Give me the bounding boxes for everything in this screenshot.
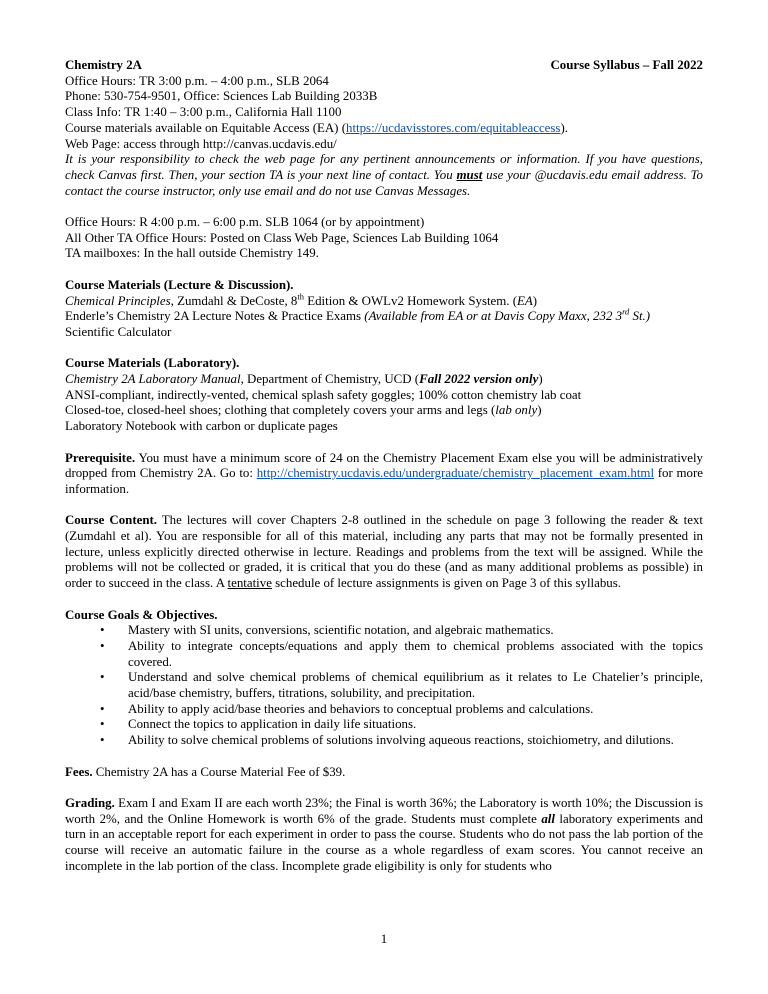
text-segment: Ability to solve chemical problems of solutions involving aqueous reactions, stoichiometry, and dilutions. (128, 733, 674, 748)
text-segment: Course materials available on Equitable Access (EA) ( (65, 120, 346, 135)
paragraph (65, 137, 703, 153)
bullet-text (128, 670, 703, 701)
bullet-text (128, 702, 703, 718)
text-segment: lab only (495, 403, 538, 418)
paragraph (65, 388, 703, 404)
text-segment: Mastery with SI units, conversions, scientific notation, and algebraic mathematics. (128, 623, 554, 638)
text-segment: Web Page: access through http://canvas.ucdavis.edu/ (65, 136, 337, 151)
paragraph (65, 105, 703, 121)
text-segment: Chemical Principles (65, 293, 171, 308)
bullet-text (128, 639, 703, 670)
text-segment: It is your responsibility to check the web page for any pertinent announcements or information. If you have questions, check Canvas first. Then, your section TA is your next line of contact. You (65, 152, 703, 182)
syllabus-title: Course Syllabus – Fall 2022 (550, 58, 703, 72)
bullet-icon: • (100, 717, 105, 732)
text-segment: The lectures will cover Chapters 2-8 outlined in the schedule on page 3 following the reader & text (Zumdahl et al). You are responsible for all of this material, including any parts that may not be formally presented in lecture, unless explicitly directed otherwise in lecture. Readings and problems from the text will be assigned. While the problems will not be collected or graded, it is critical that you do these (and as many additional problems as possible) in order to succeed in the class. A (65, 513, 703, 591)
hyperlink[interactable]: https://ucdavisstores.com/equitableaccess (346, 120, 561, 135)
paragraph (65, 291, 703, 310)
bullet-list-item (100, 639, 703, 670)
fees-paragraph (65, 765, 703, 781)
blank-line (65, 262, 703, 278)
text-segment: You must have a minimum score of 24 on the Chemistry Placement Exam else you will be administratively dropped from Chemistry 2A. Go to: (65, 450, 703, 481)
blank-line (65, 592, 703, 608)
text-segment: ) (537, 403, 542, 418)
blank-line (65, 341, 703, 357)
paragraph (65, 231, 703, 247)
text-segment: ) (538, 372, 543, 387)
text-segment: Chemistry 2A Laboratory Manual (65, 372, 241, 387)
text-segment: All Other TA Office Hours: Posted on Class Web Page, Sciences Lab Building 1064 (65, 230, 499, 245)
text-segment: Connect the topics to application in daily life situations. (128, 717, 417, 732)
paragraph (65, 372, 703, 388)
text-segment: Exam I and Exam II are each worth 23%; the Final is worth 36%; the Laboratory is worth 10%; the Discussion is worth 2%, and the Online Homework is worth 6% of the grade. Students must complete (65, 795, 703, 826)
text-segment: (Available from EA or at Davis Copy Maxx, 232 3 (364, 309, 623, 324)
paragraph (65, 121, 703, 137)
text-segment: Fees. (65, 764, 93, 779)
text-segment: EA (517, 293, 533, 308)
text-segment: Prerequisite. (65, 450, 136, 465)
paragraph (65, 419, 703, 435)
text-segment: TA mailboxes: In the hall outside Chemistry 149. (65, 246, 319, 261)
blank-line (65, 749, 703, 765)
bullet-icon: • (100, 701, 105, 716)
footer-page-number: 1 (380, 932, 388, 947)
bullet-text (128, 623, 703, 639)
bullet-list-item (100, 702, 703, 718)
blank-line (65, 780, 703, 796)
text-segment: Class Info: TR 1:40 – 3:00 p.m., California Hall 1100 (65, 105, 342, 120)
text-segment: use your @ucdavis.edu email address. To contact the course instructor, only use email and do not use Canvas Messages. (65, 167, 704, 198)
hyperlink[interactable]: http://chemistry.ucdavis.edu/undergraduate/chemistry_placement_exam.html (256, 466, 655, 481)
text-segment: tentative (227, 576, 272, 591)
paragraph (65, 152, 703, 199)
text-segment: must (456, 167, 483, 182)
document-body (65, 74, 703, 875)
text-segment: Fall 2022 version only (419, 372, 539, 387)
text-segment: schedule of lecture assignments is given on Page 3 of this syllabus. (271, 576, 621, 591)
bullet-icon: • (100, 638, 105, 653)
paragraph (65, 325, 703, 341)
text-segment: Enderle’s Chemistry 2A Lecture Notes & Practice Exams (65, 309, 365, 324)
text-segment: th (297, 291, 304, 302)
paragraph (65, 215, 703, 231)
text-segment: Edition & OWLv2 Homework System. ( (304, 293, 518, 308)
text-segment: Closed-toe, closed-heel shoes; clothing that completely covers your arms and legs ( (65, 403, 496, 418)
paragraph (65, 403, 703, 419)
text-segment: ) (532, 293, 538, 308)
blank-line (65, 498, 703, 514)
bullet-list-item (100, 733, 703, 749)
text-segment: Laboratory Notebook with carbon or duplicate pages (65, 419, 338, 434)
text-segment: rd (622, 306, 630, 317)
text-segment: Course Materials (Laboratory). (65, 356, 240, 371)
grading-paragraph (65, 796, 703, 875)
page-header (65, 58, 703, 74)
text-segment: ). (560, 120, 568, 135)
text-segment: Ability to integrate concepts/equations and apply them to chemical problems associated with the topics covered. (128, 638, 703, 669)
paragraph (65, 74, 703, 90)
blank-line (65, 435, 703, 451)
text-segment: Office Hours: R 4:00 p.m. – 6:00 p.m. SLB 1064 (or by appointment) (65, 215, 425, 230)
text-segment: Course Goals & Objectives. (65, 607, 218, 622)
text-segment: Chemistry 2A has a Course Material Fee of $39. (92, 764, 346, 779)
text-segment: ANSI-compliant, indirectly-vented, chemical splash safety goggles; 100% cotton chemistry lab coat (65, 387, 582, 402)
text-segment: Office Hours: TR 3:00 p.m. – 4:00 p.m., SLB 2064 (65, 73, 329, 88)
bullet-text (128, 733, 703, 749)
course-content-paragraph (65, 513, 703, 592)
text-segment: , Zumdahl & DeCoste, 8 (170, 293, 298, 308)
text-segment: Course Materials (Lecture & Discussion). (65, 277, 294, 292)
text-segment: Ability to apply acid/base theories and behaviors to conceptual problems and calculations. (128, 701, 594, 716)
bullet-list-item (100, 623, 703, 639)
text-segment: Course Content. (65, 513, 158, 528)
text-segment: for more information. (65, 466, 703, 496)
paragraph (65, 89, 703, 105)
bullet-icon: • (100, 733, 105, 748)
bullet-icon: • (100, 623, 105, 638)
bullet-text (128, 717, 703, 733)
text-segment: Understand and solve chemical problems of chemical equilibrium as it relates to Le Chatelier’s principle, acid/base chemistry, buffers, titrations, solubility, and precipitation. (128, 670, 703, 701)
text-segment: laboratory experiments and turn in an acceptable report for each experiment in order to pass the course. Students who do not pass the lab portion of the course will receive an automatic failure in the course as a whole regardless of exam scores. You cannot receive an incomplete in the lab portion of the class. Incomplete grade eligibility is only for students who (65, 811, 703, 873)
text-segment: St.) (629, 309, 651, 324)
bullet-list-item (100, 670, 703, 701)
section-heading (65, 278, 703, 294)
blank-line (65, 199, 703, 215)
bullet-icon: • (100, 670, 105, 685)
section-heading (65, 608, 703, 624)
text-segment: Phone: 530-754-9501, Office: Sciences Lab Building 2033B (65, 89, 378, 104)
paragraph (65, 246, 703, 262)
paragraph (65, 306, 703, 325)
course-title: Chemistry 2A (65, 58, 142, 72)
text-segment: Scientific Calculator (65, 324, 172, 339)
section-heading (65, 356, 703, 372)
text-segment: all (541, 811, 555, 826)
text-segment: Grading. (65, 795, 115, 810)
text-segment: , Department of Chemistry, UCD ( (240, 372, 420, 387)
bullet-list-item (100, 717, 703, 733)
prerequisite-paragraph (65, 451, 703, 498)
